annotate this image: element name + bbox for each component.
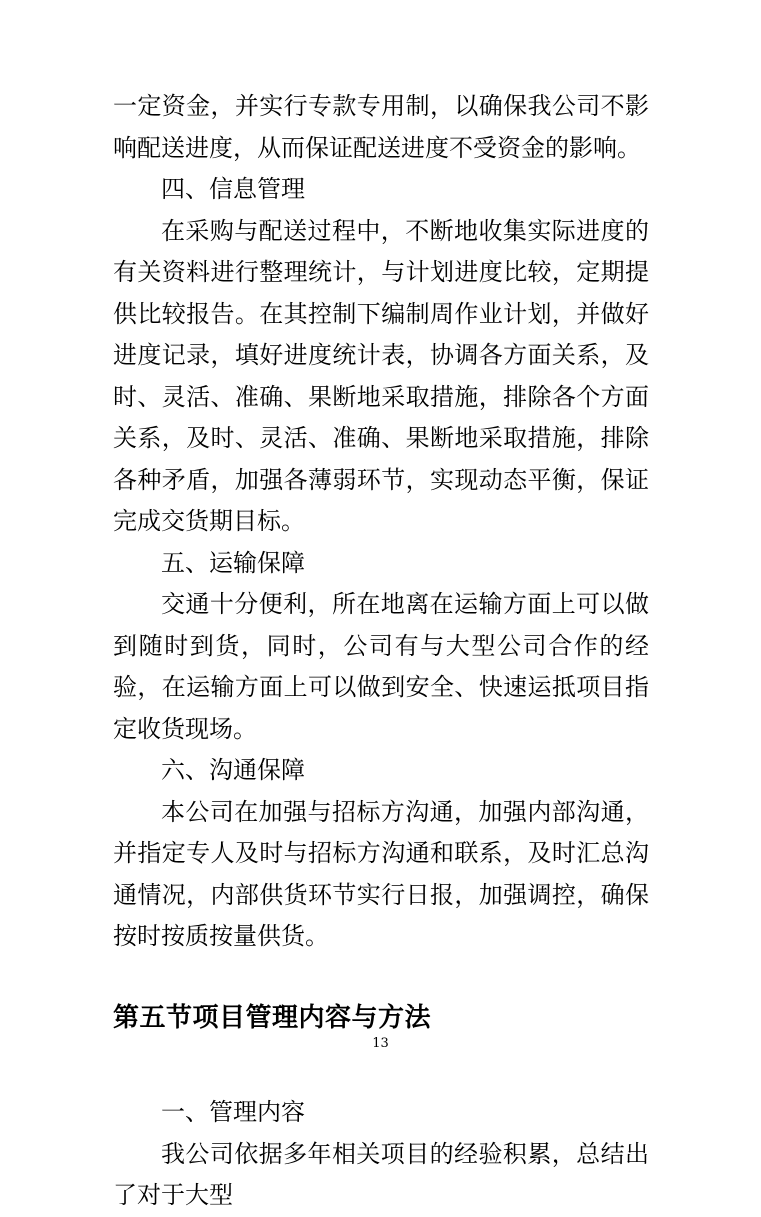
subheading-transport-assurance: 五、运输保障: [161, 548, 305, 577]
paragraph-continuation: 一定资金，并实行专款专用制，以确保我公司不影响配送进度，从而保证配送进度不受资金的影响。: [113, 92, 649, 162]
paragraph-information-management: 在采购与配送过程中，不断地收集实际进度的有关资料进行整理统计，与计划进度比较，定期提供比较报告。在其控制下编制周作业计划，并做好进度记录，填好进度统计表，协调各方面关系，及时、灵活、准确、果断地采取措施，排除各个方面关系，及时、灵活、准确、果断地采取措施，排除各种矛盾，加强各薄弱环节，实现动态平衡，保证完成交货期目标。: [113, 216, 649, 535]
paragraph-management-content: 我公司依据多年相关项目的经验积累，总结出了对于大型: [113, 1139, 649, 1209]
paragraph-transport-assurance: 交通十分便利，所在地离在运输方面上可以做到随时到货，同时，公司有与大型公司合作的经验，在运输方面上可以做到安全、快速运抵项目指定收货现场。: [113, 590, 649, 743]
page-number: 13: [372, 1036, 389, 1051]
subheading-communication-assurance: 六、沟通保障: [161, 756, 305, 784]
heading-spacer-above: [113, 958, 649, 998]
paragraph-communication-assurance: 本公司在加强与招标方沟通，加强内部沟通，并指定专人及时与招标方沟通和联系，及时汇总沟通情况，内部供货环节实行日报，加强调控，确保按时按质按量供货。: [113, 797, 649, 950]
subheading-management-content: 一、管理内容: [161, 1098, 305, 1126]
section-heading-project-management: 第五节项目管理内容与方法: [113, 1002, 432, 1033]
subheading-information-management: 四、信息管理: [161, 175, 305, 203]
